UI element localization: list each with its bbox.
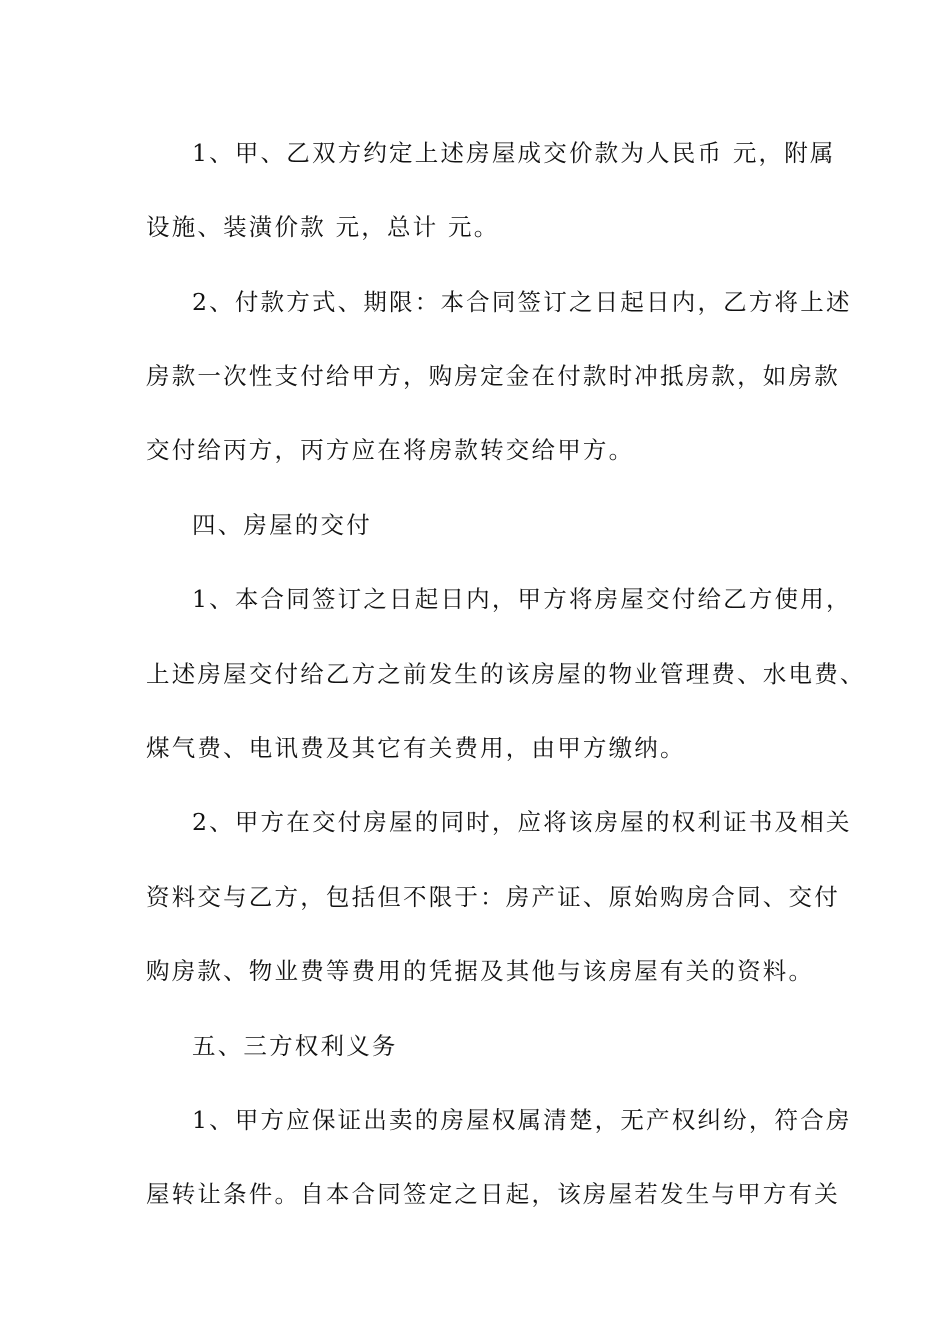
paragraph-line-15: 屋转让条件。自本合同签定之日起，该房屋若发生与甲方有关 [146, 1180, 840, 1208]
paragraph-line-3: 2、付款方式、期限：本合同签订之日起日内，乙方将上述 [192, 288, 852, 316]
paragraph-line-2: 设施、装潢价款 元，总计 元。 [146, 213, 500, 241]
paragraph-line-11: 资料交与乙方，包括但不限于：房产证、原始购房合同、交付 [146, 883, 840, 911]
paragraph-line-10: 2、甲方在交付房屋的同时，应将该房屋的权利证书及相关 [192, 808, 852, 836]
paragraph-line-5: 交付给丙方，丙方应在将房款转交给甲方。 [146, 436, 635, 464]
section-heading-rights: 五、三方权利义务 [192, 1032, 398, 1060]
paragraph-line-9: 煤气费、电讯费及其它有关费用，由甲方缴纳。 [146, 734, 686, 762]
paragraph-line-8: 上述房屋交付给乙方之前发生的该房屋的物业管理费、水电费、 [146, 660, 866, 688]
section-heading-delivery: 四、房屋的交付 [192, 511, 372, 539]
paragraph-line-12: 购房款、物业费等费用的凭据及其他与该房屋有关的资料。 [146, 957, 815, 985]
paragraph-line-14: 1、甲方应保证出卖的房屋权属清楚，无产权纠纷，符合房 [192, 1106, 852, 1134]
paragraph-line-4: 房款一次性支付给甲方，购房定金在付款时冲抵房款，如房款 [146, 362, 840, 390]
paragraph-line-1: 1、甲、乙双方约定上述房屋成交价款为人民币 元，附属 [192, 139, 836, 167]
paragraph-line-7: 1、本合同签订之日起日内，甲方将房屋交付给乙方使用， [192, 585, 852, 613]
